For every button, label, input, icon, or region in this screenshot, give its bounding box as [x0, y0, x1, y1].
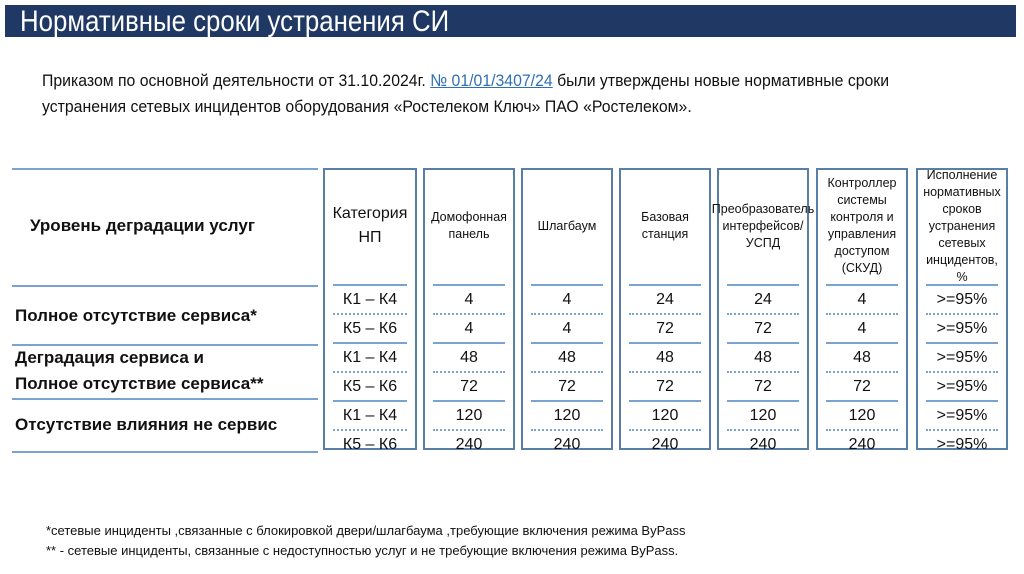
table-cell: К5 – К6 — [342, 319, 398, 337]
table-cell: 48 — [656, 348, 674, 366]
table-cell: 240 — [553, 435, 581, 453]
table-cell: 48 — [754, 348, 772, 366]
table-cell: 72 — [656, 377, 674, 395]
table-cell: 240 — [848, 435, 876, 453]
order-link[interactable]: № 01/01/3407/24 — [430, 71, 553, 90]
table-cell: 240 — [749, 435, 777, 453]
column-header: Базовая станция — [641, 210, 689, 241]
table-cell: >=95% — [936, 377, 988, 395]
table-cell: К1 – К4 — [342, 348, 398, 366]
column-header: Преобразователь интерфейсов/ УСПД — [711, 201, 815, 250]
column-2 — [521, 168, 613, 453]
column-6 — [916, 167, 1008, 453]
table-cell: 240 — [651, 435, 679, 453]
row-header: Уровень деградации услуг — [30, 216, 255, 235]
group-label: Отсутствие влияния не сервис — [15, 415, 278, 434]
intro-line2: устранения сетевых инцидентов оборудования «Ростелеком Ключ» ПАО «Ростелеком». — [42, 97, 692, 116]
table-cell: 120 — [651, 406, 679, 424]
table-cell: >=95% — [936, 435, 988, 453]
intro-text-after: были утверждены новые нормативные сроки — [552, 71, 890, 90]
column-values — [433, 284, 505, 458]
group-label: Деградация сервиса и — [15, 348, 204, 367]
column-5 — [816, 168, 908, 453]
column-4 — [711, 168, 815, 453]
table-cell: 24 — [754, 290, 772, 308]
column-1 — [423, 168, 515, 453]
title-bar — [5, 5, 1016, 37]
table-cell: 120 — [749, 406, 777, 424]
column-header: Шлагбаум — [537, 218, 597, 233]
divider — [12, 168, 318, 170]
table-cell: 120 — [455, 406, 483, 424]
column-values — [826, 284, 898, 458]
table-cell: 240 — [455, 435, 483, 453]
table-cell: >=95% — [936, 406, 988, 424]
column-header: Контроллер системы контроля и управления доступом (СКУД) — [827, 176, 897, 275]
table-cell: 72 — [558, 377, 576, 395]
group-label: Полное отсутствие сервиса** — [15, 374, 264, 393]
table-cell: 4 — [562, 290, 572, 308]
table-cell: 48 — [853, 348, 871, 366]
table-cell: К1 – К4 — [342, 406, 398, 424]
table-cell: 72 — [754, 377, 772, 395]
table-cell: 4 — [464, 290, 474, 308]
table-cell: 72 — [853, 377, 871, 395]
table-cell: К1 – К4 — [342, 290, 398, 308]
table-cell: 48 — [460, 348, 478, 366]
table-cell: 4 — [562, 319, 572, 337]
table-cell: 72 — [754, 319, 772, 337]
table-cell: >=95% — [936, 319, 988, 337]
table-cell: >=95% — [936, 290, 988, 308]
table-cell: 120 — [848, 406, 876, 424]
group-label: Полное отсутствие сервиса* — [15, 306, 257, 325]
column-values — [629, 284, 701, 458]
divider — [12, 285, 318, 287]
table-cell: 4 — [857, 290, 867, 308]
column-values — [333, 284, 407, 458]
divider — [12, 451, 318, 453]
footnote-1: *сетевые инциденты ,связанные с блокировкой двери/шлагбаума ,требующие включения режима ByPass — [46, 523, 686, 538]
table-cell: 4 — [464, 319, 474, 337]
column-header: Домофонная панель — [431, 210, 507, 241]
table-cell: 24 — [656, 290, 674, 308]
divider — [12, 398, 318, 400]
column-values — [531, 284, 603, 458]
table-cell: 72 — [460, 377, 478, 395]
page-title: Нормативные сроки устранения СИ — [20, 5, 450, 38]
column-0 — [323, 168, 417, 453]
intro-paragraph — [42, 68, 949, 120]
divider — [12, 344, 318, 346]
table-cell: >=95% — [936, 348, 988, 366]
column-values — [727, 284, 799, 458]
table-cell: К5 – К6 — [342, 377, 398, 395]
table-cell: 48 — [558, 348, 576, 366]
footnote-2: ** - сетевые инциденты, связанные с недоступностью услуг и не требующие включения режима ByPass. — [46, 543, 679, 558]
column-header: Исполнение нормативных сроков устранения сетевых инцидентов, % — [923, 167, 1001, 284]
table-cell: 4 — [857, 319, 867, 337]
table-cell: К5 – К6 — [342, 435, 398, 453]
column-values — [926, 284, 998, 458]
column-header: Категория НП — [332, 205, 408, 246]
table-cell: 120 — [553, 406, 581, 424]
intro-text: Приказом по основной деятельности от 31.10.2024г. — [42, 71, 431, 90]
column-3 — [619, 168, 711, 453]
table-cell: 72 — [656, 319, 674, 337]
